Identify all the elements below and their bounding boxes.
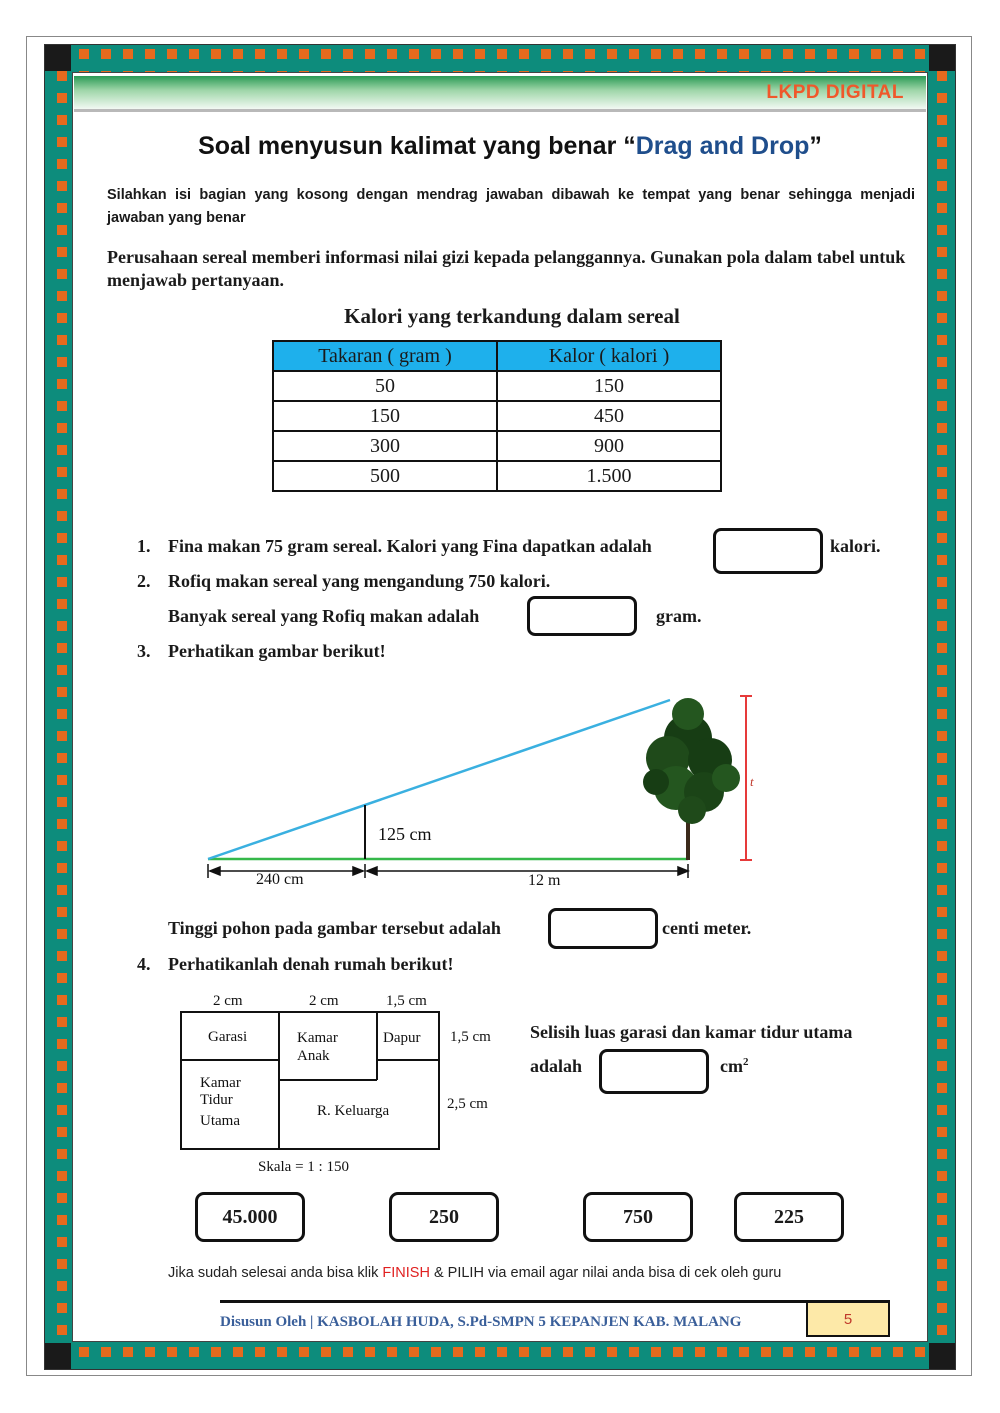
footer-divider (220, 1300, 890, 1303)
dim-top-2: 2 cm (309, 993, 339, 1009)
plan-scale: Skala = 1 : 150 (258, 1159, 349, 1175)
question-2-line1: Rofiq makan sereal yang mengandung 750 kalori. (168, 571, 551, 591)
question-2-number: 2. (137, 571, 151, 591)
table-cell: 450 (497, 401, 721, 431)
dim-top-1: 2 cm (213, 993, 243, 1009)
border-corner (45, 1343, 71, 1369)
table-cell: 150 (497, 371, 721, 401)
tree-icon (643, 698, 740, 860)
room-kamar-utama-1: Kamar (200, 1075, 241, 1091)
question-1-number: 1. (137, 536, 151, 556)
question-4-line2: adalah (530, 1056, 583, 1076)
table-title: Kalori yang terkandung dalam sereal (344, 304, 680, 328)
table-row (273, 371, 721, 401)
table-row (273, 431, 721, 461)
calorie-table (272, 340, 722, 492)
question-4-unit-base: cm (720, 1056, 743, 1076)
drop-zone-q1[interactable] (713, 528, 823, 574)
tree-shadow-diagram (198, 688, 768, 898)
page-number: 5 (806, 1301, 890, 1337)
room-kamar-utama-3: Utama (200, 1113, 240, 1129)
room-dapur: Dapur (383, 1030, 421, 1046)
table-row (273, 461, 721, 491)
question-3-number: 3. (137, 641, 151, 661)
intro-paragraph: Perusahaan sereal memberi informasi nilai gizi kepada pelanggannya. Gunakan pola dalam tabel untuk menjawab pertanyaan. (107, 247, 906, 290)
dim-top-3: 1,5 cm (386, 993, 427, 1009)
room-kamar-utama-2: Tidur (200, 1092, 233, 1108)
drop-zone-q3[interactable] (548, 908, 658, 949)
question-3-text: Perhatikan gambar berikut! (168, 641, 386, 661)
table-header-row (273, 341, 721, 371)
finish-note-after: & PILIH via email agar nilai anda bisa di cek oleh guru (429, 1265, 782, 1281)
base-left-label: 240 cm (256, 871, 304, 888)
question-2-unit: gram. (656, 606, 702, 626)
tree-height-marker (740, 696, 754, 860)
dim-side-2: 2,5 cm (447, 1096, 488, 1112)
border-corner (929, 45, 955, 71)
footer-author: Disusun Oleh | KASBOLAH HUDA, S.Pd-SMPN 5 KEPANJEN KAB. MALANG (220, 1314, 742, 1330)
title-prefix: Soal menyusun kalimat yang benar “ (198, 132, 636, 160)
question-3-unit: centi meter. (662, 918, 752, 938)
room-kamar-anak-1: Kamar (297, 1030, 338, 1046)
drop-zone-q2[interactable] (527, 596, 637, 636)
title-suffix: ” (809, 132, 822, 160)
answer-chip-45000[interactable]: 45.000 (195, 1192, 305, 1242)
header-bar (74, 76, 926, 112)
room-kamar-anak-2: Anak (297, 1048, 330, 1064)
table-cell: 900 (497, 431, 721, 461)
header-brand: LKPD DIGITAL (766, 82, 904, 103)
table-row (273, 401, 721, 431)
question-4-line1: Selisih luas garasi dan kamar tidur utama (530, 1022, 853, 1042)
room-keluarga: R. Keluarga (317, 1103, 390, 1119)
instructions: Silahkan isi bagian yang kosong dengan mendrag jawaban dibawah ke tempat yang benar sehingga menjadi jawaban yang benar (107, 187, 915, 226)
question-4-unit-sup: 2 (742, 1056, 749, 1068)
question-2-line2: Banyak sereal yang Rofiq makan adalah (168, 606, 480, 626)
border-corner (45, 45, 71, 71)
answer-chip-250[interactable]: 250 (389, 1192, 499, 1242)
question-4-text: Perhatikanlah denah rumah berikut! (168, 954, 454, 974)
table-header-cell: Takaran ( gram ) (273, 341, 497, 371)
question-3-answer-text: Tinggi pohon pada gambar tersebut adalah (168, 918, 501, 938)
question-4-number: 4. (137, 954, 151, 974)
room-garasi: Garasi (208, 1029, 248, 1045)
border-corner (929, 1343, 955, 1369)
base-right-label: 12 m (528, 872, 561, 889)
title-highlight: Drag and Drop (635, 132, 810, 160)
question-1-unit: kalori. (830, 536, 881, 556)
table-cell: 150 (273, 401, 497, 431)
finish-note-finish: FINISH (382, 1265, 430, 1281)
finish-note (168, 1265, 781, 1281)
table-cell: 500 (273, 461, 497, 491)
answer-chip-225[interactable]: 225 (734, 1192, 844, 1242)
question-4-unit (720, 1056, 748, 1077)
finish-note-before: Jika sudah selesai anda bisa klik (168, 1265, 383, 1281)
sight-line (208, 700, 670, 859)
pole-height-label: 125 cm (378, 824, 432, 844)
table-cell: 1.500 (497, 461, 721, 491)
table-header-cell: Kalor ( kalori ) (497, 341, 721, 371)
answer-chip-750[interactable]: 750 (583, 1192, 693, 1242)
house-floor-plan (176, 985, 516, 1185)
table-cell: 50 (273, 371, 497, 401)
dim-side-1: 1,5 cm (450, 1029, 491, 1045)
table-cell: 300 (273, 431, 497, 461)
drop-zone-q4[interactable] (599, 1049, 709, 1094)
question-1-text: Fina makan 75 gram sereal. Kalori yang Fina dapatkan adalah (168, 536, 652, 556)
tree-height-label: t (750, 774, 754, 789)
page-title (100, 132, 920, 161)
